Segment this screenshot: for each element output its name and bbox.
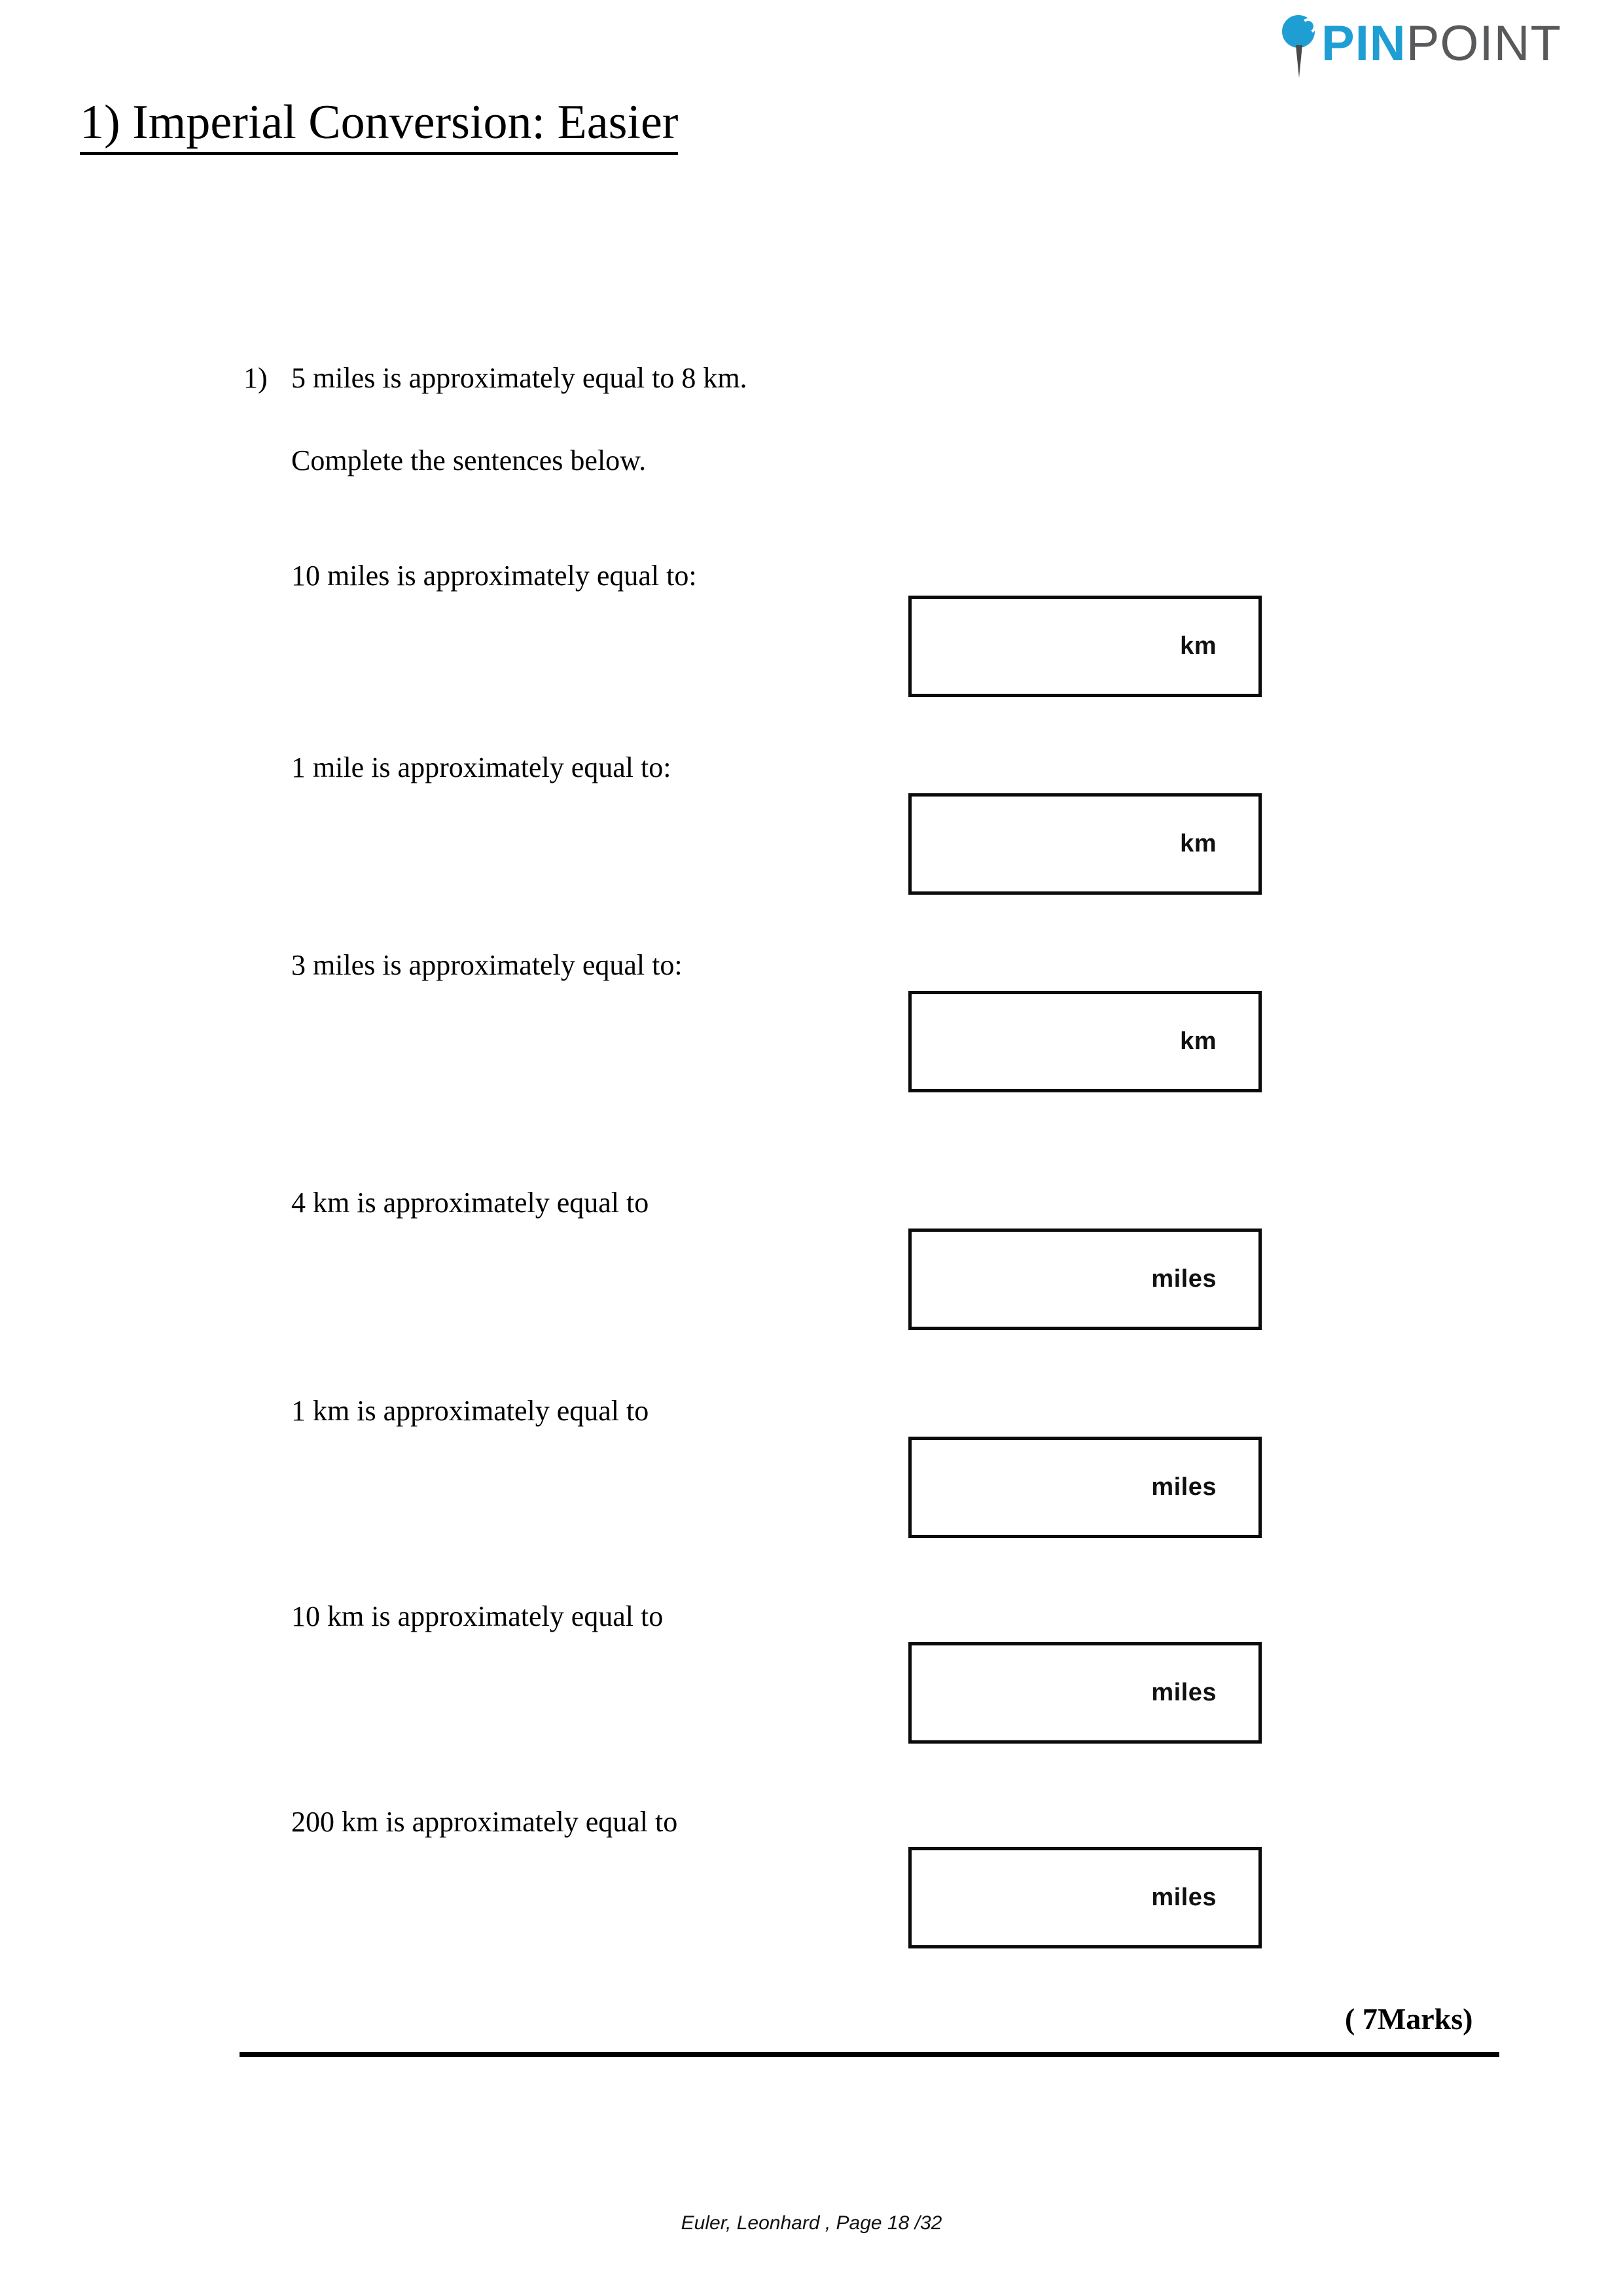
answer-unit-label-6: miles <box>1151 1679 1217 1706</box>
answer-unit-label-7: miles <box>1151 1884 1217 1911</box>
statement-label-6: 10 km is approximately equal to <box>291 1600 664 1632</box>
pinpoint-logo <box>1279 9 1607 78</box>
marks-label: ( 7Marks) <box>1345 2002 1473 2036</box>
brand-name-point: POINT <box>1406 15 1561 71</box>
statement-label-3: 3 miles is approximately equal to: <box>291 949 683 981</box>
section-divider <box>240 2052 1499 2057</box>
answer-box-7[interactable] <box>908 1847 1262 1948</box>
brand-wordmark <box>1321 15 1561 71</box>
answer-unit-label-2: km <box>1180 830 1217 857</box>
question-stem: 5 miles is approximately equal to 8 km. <box>291 362 747 394</box>
page-title: 1) Imperial Conversion: Easier <box>80 97 678 155</box>
map-pin-icon <box>1279 11 1317 77</box>
answer-box-3[interactable] <box>908 991 1262 1092</box>
answer-box-4[interactable] <box>908 1229 1262 1330</box>
question-number: 1) <box>243 362 268 394</box>
answer-box-2[interactable] <box>908 793 1262 895</box>
question-instruction: Complete the sentences below. <box>291 444 647 476</box>
statement-label-5: 1 km is approximately equal to <box>291 1395 649 1427</box>
statement-label-7: 200 km is approximately equal to <box>291 1806 678 1838</box>
page-footer: Euler, Leonhard , Page 18 /32 <box>681 2212 942 2234</box>
statement-label-2: 1 mile is approximately equal to: <box>291 751 671 783</box>
answer-box-6[interactable] <box>908 1642 1262 1744</box>
statement-label-4: 4 km is approximately equal to <box>291 1187 649 1219</box>
answer-box-5[interactable] <box>908 1437 1262 1538</box>
answer-unit-label-3: km <box>1180 1028 1217 1055</box>
answer-unit-label-1: km <box>1180 632 1217 660</box>
brand-name-pin: PIN <box>1321 15 1406 71</box>
answer-unit-label-5: miles <box>1151 1473 1217 1501</box>
pin-needle-shape <box>1296 45 1302 78</box>
answer-unit-label-4: miles <box>1151 1265 1217 1293</box>
answer-box-1[interactable] <box>908 596 1262 697</box>
statement-label-1: 10 miles is approximately equal to: <box>291 560 697 592</box>
